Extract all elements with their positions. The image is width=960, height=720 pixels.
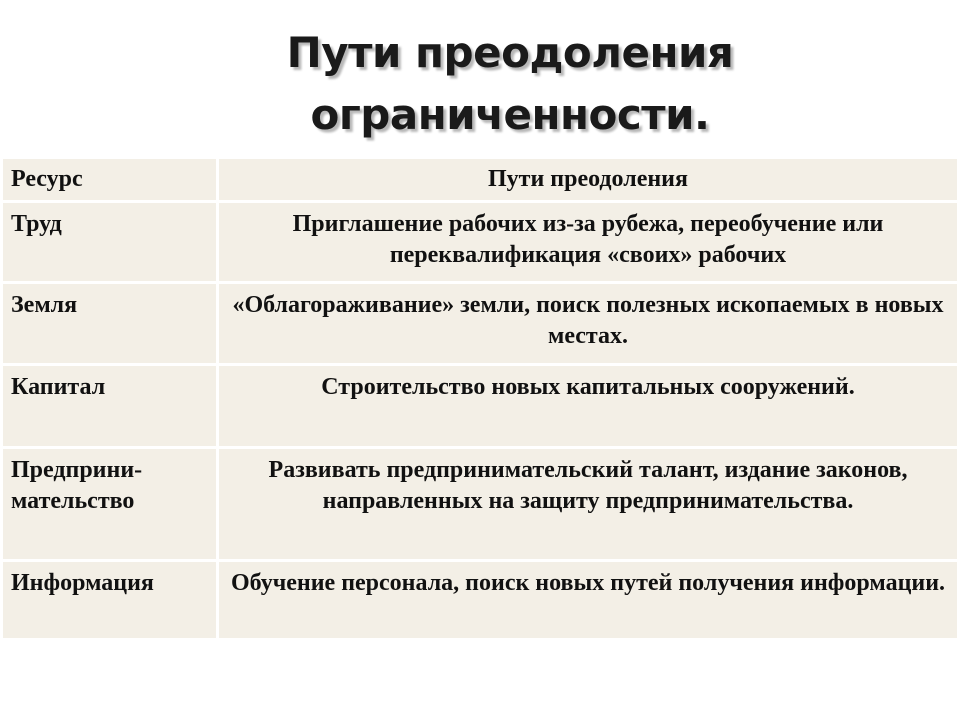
table-row bbox=[3, 284, 957, 363]
table-header-row bbox=[3, 159, 957, 200]
ways-cell: Развивать предпринимательский талант, издание законов, направленных на защиту предпринимательства. bbox=[219, 449, 957, 559]
resource-cell: Предприни-мательство bbox=[3, 449, 216, 559]
resource-cell: Капитал bbox=[3, 366, 216, 446]
header-resource: Ресурс bbox=[3, 159, 216, 200]
table-row bbox=[3, 449, 957, 559]
resource-cell: Информация bbox=[3, 562, 216, 638]
slide-title-line-1: Пути преодоления bbox=[286, 28, 734, 77]
ways-cell: Приглашение рабочих из-за рубежа, переобучение или переквалификация «своих» рабочих bbox=[219, 203, 957, 281]
slide-title-line-2: ограниченности. bbox=[310, 90, 710, 139]
header-ways: Пути преодоления bbox=[219, 159, 957, 200]
ways-cell: Строительство новых капитальных сооружений. bbox=[219, 366, 957, 446]
table-row bbox=[3, 203, 957, 281]
resources-table bbox=[0, 156, 960, 641]
slide-title bbox=[0, 22, 960, 146]
ways-cell: Обучение персонала, поиск новых путей получения информации. bbox=[219, 562, 957, 638]
resource-cell: Труд bbox=[3, 203, 216, 281]
table-row bbox=[3, 562, 957, 638]
ways-cell: «Облагораживание» земли, поиск полезных ископаемых в новых местах. bbox=[219, 284, 957, 363]
resource-cell: Земля bbox=[3, 284, 216, 363]
table-row bbox=[3, 366, 957, 446]
